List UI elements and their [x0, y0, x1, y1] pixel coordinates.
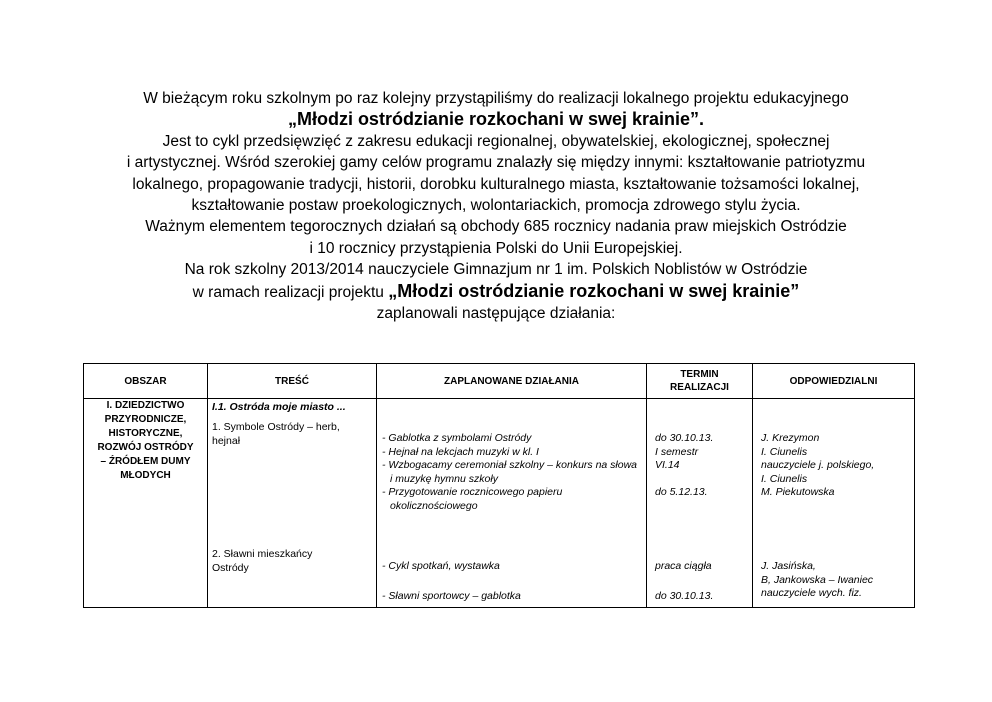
action-item: - Gablotka z symbolami Ostródy: [382, 432, 532, 444]
action-item: - Hejnał na lekcjach muzyki w kl. I: [382, 445, 539, 458]
obszar-cell: [84, 399, 208, 608]
obszar-line: ROZWÓJ OSTRÓDY: [97, 442, 194, 453]
intro-line: Jest to cykl przedsięwzięć z zakresu edukacji regionalnej, obywatelskiej, ekologicznej, społecznej: [162, 132, 830, 150]
resp-list-1: [761, 432, 874, 500]
obszar-line: HISTORYCZNE,: [108, 428, 183, 439]
actions-list-1: [382, 432, 638, 513]
intro-line: Ważnym elementem tegorocznych działań są obchody 685 rocznicy nadania praw miejskich Ostródzie: [145, 218, 847, 236]
odpowiedzialni-cell: [753, 399, 915, 608]
header-obszar: OBSZAR: [84, 364, 208, 399]
term-item: I semestr: [655, 445, 699, 458]
obszar-line: I. DZIEDZICTWO: [106, 400, 185, 411]
term-item: do 5.12.13.: [655, 486, 708, 498]
term-item: do 30.10.13.: [655, 432, 714, 444]
project-title-inline: „Młodzi ostródzianie rozkochani w swej krainie”: [388, 280, 800, 301]
action-item: - Wzbogacamy ceremoniał szkolny – konkurs na słowa i muzykę hymnu szkoły: [382, 459, 638, 485]
header-dzialania: ZAPLANOWANE DZIAŁANIA: [377, 364, 647, 399]
termin-cell: [647, 399, 753, 608]
dzialania-cell: [377, 399, 647, 608]
section-title: I.1. Ostróda moje miasto ...: [212, 401, 346, 413]
header-tresc: TREŚĆ: [208, 364, 377, 399]
topic-line: 1. Symbole Ostródy – herb,: [212, 421, 340, 433]
table-row: [84, 399, 915, 608]
intro-text: [60, 88, 932, 324]
tresc-cell: [208, 399, 377, 608]
table-header-row: [84, 364, 915, 399]
resp-item: I. Ciunelis: [761, 445, 808, 458]
term-spacer: [655, 473, 713, 487]
term-item: do 30.10.13.: [655, 590, 714, 602]
resp-item: I. Ciunelis: [761, 472, 808, 485]
action-item: - Cykl spotkań, wystawka: [382, 560, 500, 572]
intro-line: W bieżącym roku szkolnym po raz kolejny przystąpiliśmy do realizacji lokalnego projektu edukacyjnego: [143, 90, 849, 107]
term-item: praca ciągła: [655, 560, 712, 572]
resp-item: nauczyciele j. polskiego,: [761, 459, 875, 471]
plan-table: [83, 363, 915, 608]
header-termin-line: REALIZACJI: [670, 382, 729, 393]
obszar-line: PRZYRODNICZE,: [104, 414, 187, 425]
intro-line: i 10 rocznicy przystąpienia Polski do Unii Europejskiej.: [309, 239, 683, 257]
intro-line: lokalnego, propagowanie tradycji, historii, dorobku kulturalnego miasta, kształtowanie tożsamości lokalnej,: [132, 175, 860, 193]
topic-line: Ostródy: [212, 561, 249, 574]
resp-list-2: [761, 560, 873, 601]
action-item: - Przygotowanie rocznicowego papieru okolicznościowego: [382, 486, 563, 512]
terms-list-1: [655, 432, 713, 500]
topic-line: 2. Sławni mieszkańcy: [212, 548, 313, 560]
intro-line: [60, 281, 932, 303]
obszar-line: MŁODYCH: [120, 470, 171, 481]
resp-item: J. Krezymon: [761, 432, 820, 444]
intro-line: zaplanowali następujące działania:: [376, 305, 616, 323]
topic-1: [212, 421, 340, 448]
topic-line: hejnał: [212, 434, 241, 447]
header-termin: [647, 364, 753, 399]
term-item: VI.14: [655, 459, 680, 471]
resp-item: B, Jankowska – Iwaniec: [761, 573, 874, 586]
action-item: - Sławni sportowcy – gablotka: [382, 590, 521, 602]
resp-item: nauczyciele wych. fiz.: [761, 587, 862, 599]
project-title: „Młodzi ostródzianie rozkochani w swej krainie”.: [287, 109, 705, 130]
intro-line: i artystycznej. Wśród szerokiej gamy celów programu znalazły się między innymi: kształtowanie patriotyzmu: [126, 154, 866, 172]
intro-line: kształtowanie postaw proekologicznych, wolontariackich, promocja zdrowego stylu życia.: [191, 197, 801, 215]
header-termin-line: TERMIN: [680, 369, 719, 380]
obszar-line: – ŹRÓDŁEM DUMY: [100, 456, 191, 467]
intro-line-prefix: w ramach realizacji projektu: [192, 283, 389, 301]
topic-2: [212, 548, 312, 575]
intro-line: Na rok szkolny 2013/2014 nauczyciele Gimnazjum nr 1 im. Polskich Noblistów w Ostródzie: [184, 261, 808, 279]
resp-item: M. Piekutowska: [761, 486, 835, 498]
header-odpowiedzialni: ODPOWIEDZIALNI: [753, 364, 915, 399]
resp-item: J. Jasińska,: [761, 560, 816, 572]
